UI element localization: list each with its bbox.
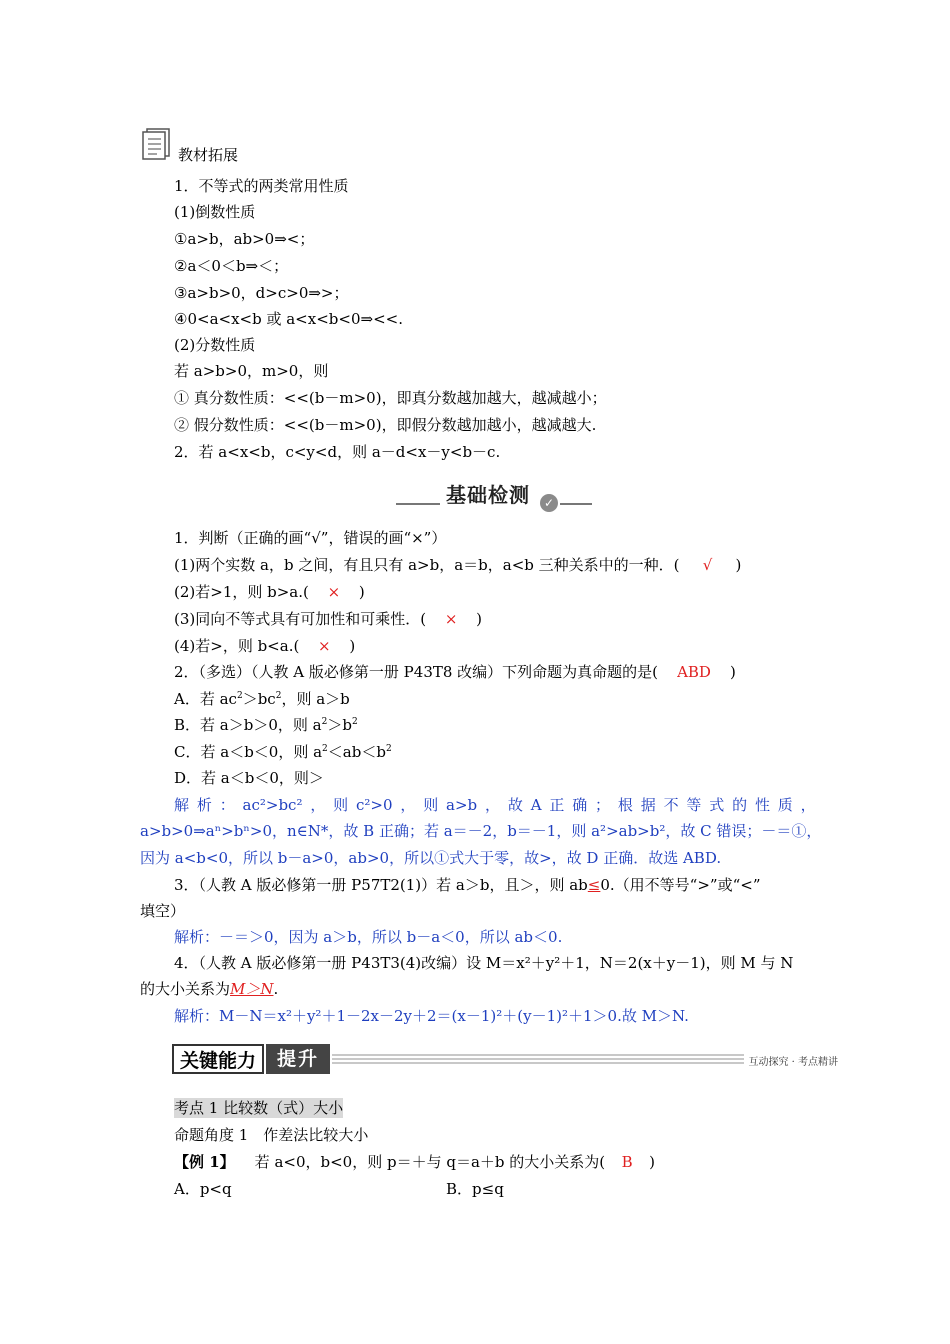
analysis-word: 等	[686, 796, 702, 814]
q1-answer-3: ×	[444, 610, 458, 628]
analysis-word: 据	[640, 796, 656, 814]
analysis-word: 析	[196, 796, 212, 814]
expansion-heading: 1．不等式的两类常用性质	[174, 177, 349, 195]
analysis-word: ：	[219, 796, 235, 814]
analysis-word: 不	[663, 796, 679, 814]
key-ability-banner	[172, 1040, 844, 1080]
q1-item-2: (2)若>1，则 b>a.( × )	[174, 583, 365, 601]
q2-stem: 2．（多选）（人教 A 版必修第一册 P43T8 改编）下列命题为真命题的是( ABD )	[174, 663, 736, 681]
fraction-condition: 若 a>b>0，m>0，则	[174, 362, 329, 380]
analysis-word: 正	[549, 796, 565, 814]
analysis-word: 故	[507, 796, 523, 814]
banner-subtitle: 互动探究 · 考点精讲	[744, 1053, 842, 1068]
check-circle-icon: ✓	[540, 494, 558, 512]
q4-analysis: 解析：M－N＝x²＋y²＋1－2x－2y＋2＝(x－1)²＋(y－1)²＋1＞0.故 M＞N.	[174, 1007, 689, 1025]
q2-answer: ABD	[677, 663, 711, 681]
example-1-answer: B	[621, 1153, 633, 1171]
analysis-word: ，	[800, 796, 816, 814]
q1-item-1: (1)两个实数 a，b 之间，有且只有 a>b，a＝b，a<b 三种关系中的一种．( √ )	[174, 556, 742, 574]
q3-stem-line-1: 3．（人教 A 版必修第一册 P57T2(1)）若 a＞b，且＞，则 ab≤0.（用不等号“>”或“<”	[174, 876, 761, 894]
reciprocal-item-2: ②a＜0＜b⇒＜；	[174, 257, 289, 275]
q1-answer-1: √	[702, 556, 713, 574]
q2-analysis-line-1	[174, 795, 816, 815]
q4-stem-line-2: 的大小关系为M＞N.	[140, 980, 279, 998]
analysis-word: A	[530, 796, 542, 814]
analysis-word: 性	[754, 796, 770, 814]
example-1-option-b: B．p≤q	[446, 1180, 504, 1198]
q4-stem-line-1: 4．（人教 A 版必修第一册 P43T3(4)改编）设 M＝x²＋y²＋1，N＝2(x＋y－1)，则 M 与 N	[174, 954, 794, 972]
basic-test-section-title	[396, 476, 592, 516]
example-1-option-a: A．p<q	[174, 1180, 232, 1198]
analysis-word: 质	[777, 796, 793, 814]
analysis-word: 则	[333, 796, 349, 814]
analysis-word: 则	[423, 796, 439, 814]
q1-answer-4: ×	[318, 637, 331, 655]
q2-option-c: C．若 a＜b＜0，则 $a^2<ab<b^2$	[174, 743, 392, 761]
q4-answer: M＞N	[230, 980, 274, 998]
analysis-word: 的	[732, 796, 748, 814]
fraction-item-1: ① 真分数性质：<<(b－m>0)，即真分数越加越大，越减越小；	[174, 389, 607, 407]
book-icon	[140, 126, 176, 160]
q3-answer: ≤	[587, 876, 601, 894]
q2-analysis-line-3: 因为 a<b<0，所以 b－a>0，ab>0，所以①式大于零，故>，故 D 正确．故选 ABD.	[140, 849, 722, 867]
analysis-word: ，	[400, 796, 416, 814]
q2-analysis-line-2: a>b>0⇒aⁿ>bⁿ>0，n∈N*，故 B 正确；若 a＝－2，b＝－1，则 a²>ab>b²，故 C 错误；－＝①，	[140, 822, 822, 840]
basic-test-title-text: 基础检测	[446, 483, 530, 507]
q3-stem-line-2: 填空）	[140, 902, 186, 920]
q3-analysis: 解析：－＝＞0，因为 a＞b，所以 b－a＜0，所以 ab＜0.	[174, 928, 563, 946]
analysis-word: ，	[485, 796, 501, 814]
q2-option-d: D．若 a＜b＜0，则＞	[174, 769, 324, 787]
q1-item-3: (3)同向不等式具有可加性和可乘性．( × )	[174, 610, 482, 628]
section-header-title: 教材拓展	[178, 146, 239, 164]
analysis-word: ac²>bc²	[242, 796, 303, 814]
reciprocal-item-1: ①a>b，ab>0⇒<；	[174, 230, 315, 248]
analysis-word: ；	[595, 796, 611, 814]
angle-title: 命题角度 1 作差法比较大小	[174, 1126, 369, 1144]
analysis-word: 解	[174, 796, 190, 814]
q1-item-4: (4)若>，则 b<a.( × )	[174, 637, 356, 655]
analysis-word: 确	[572, 796, 588, 814]
analysis-word: a>b	[446, 796, 478, 814]
q1-answer-2: ×	[327, 583, 341, 601]
reciprocal-item-4: ④0<a<x<b 或 a<x<b<0⇒<<.	[174, 310, 403, 328]
reciprocal-item-3: ③a>b>0，d>c>0⇒>；	[174, 284, 349, 302]
analysis-word: ，	[310, 796, 326, 814]
reciprocal-title: (1)倒数性质	[174, 203, 256, 221]
q2-option-a: A．若 $ac^2>bc^2$，则 a＞b	[174, 690, 350, 708]
analysis-word: 式	[709, 796, 725, 814]
fraction-item-2: ② 假分数性质：<<(b－m>0)，即假分数越加越小，越减越大.	[174, 416, 597, 434]
fraction-title: (2)分数性质	[174, 336, 256, 354]
q1-intro: 1．判断（正确的画“√”，错误的画“×”）	[174, 529, 447, 547]
expansion-item-2: 2．若 a<x<b，c<y<d，则 a－d<x－y<b－c.	[174, 443, 501, 461]
kaodian-title: 考点 1 比较数（式）大小	[174, 1099, 344, 1117]
q2-option-b: B．若 a＞b＞0，则 $a^2>b^2$	[174, 716, 358, 734]
analysis-word: c²>0	[356, 796, 393, 814]
improve-title: 提升	[266, 1044, 330, 1074]
analysis-word: 根	[617, 796, 633, 814]
example-1: 【例 1】 若 a<0，b<0，则 p＝＋与 q＝a＋b 的大小关系为( B )	[174, 1153, 655, 1171]
key-ability-title: 关键能力	[172, 1044, 264, 1074]
